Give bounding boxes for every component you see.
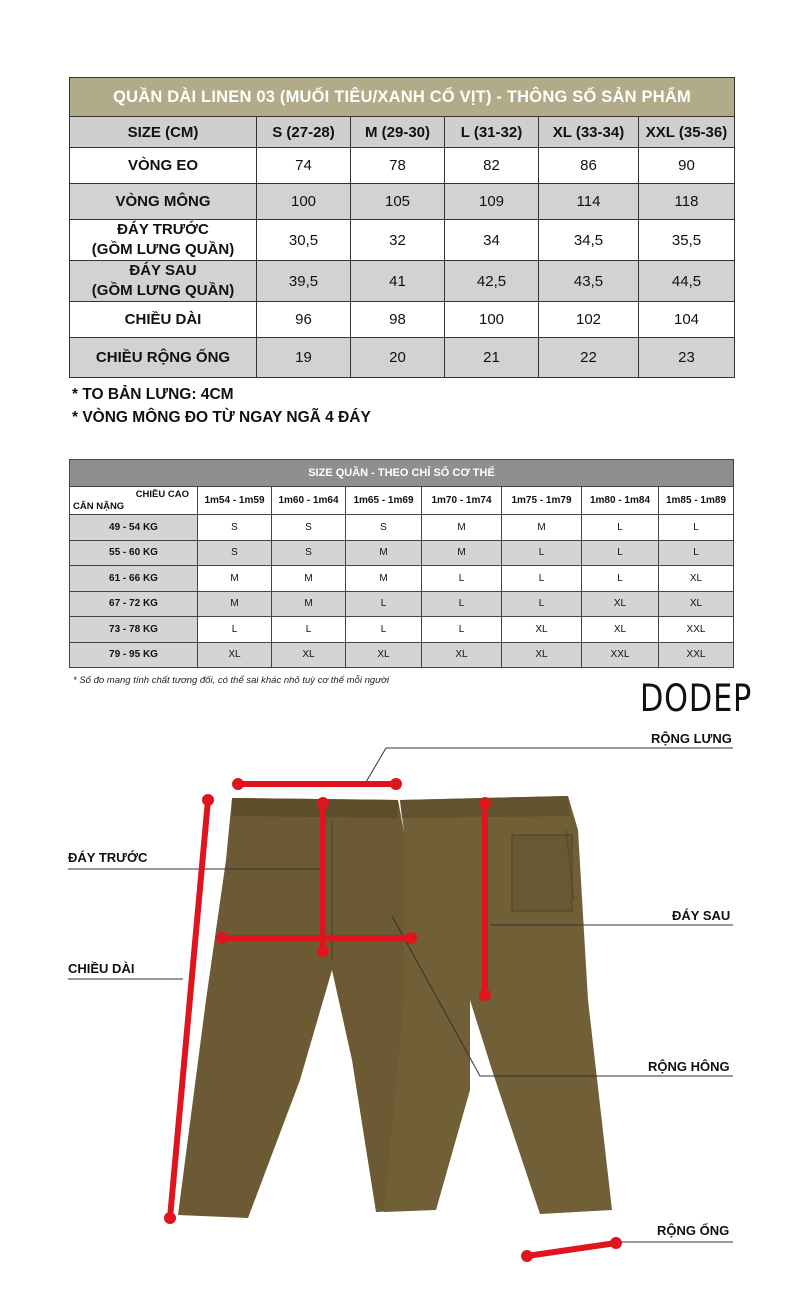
size-cell: XL xyxy=(502,642,582,668)
product-spec-table xyxy=(69,77,735,378)
table-cell: 39,5 xyxy=(257,261,351,302)
size-cell: L xyxy=(582,515,659,541)
label-rong-ong: RỘNG ỐNG xyxy=(657,1223,730,1238)
size-cell: L xyxy=(659,515,734,541)
size-cell: XL xyxy=(582,591,659,617)
table-cell: 35,5 xyxy=(639,220,735,261)
header-cell: XL (33-34) xyxy=(539,117,639,148)
height-axis-label: CHIỀU CAO xyxy=(135,489,189,500)
size-guide-table xyxy=(69,459,734,668)
size-cell: L xyxy=(346,591,422,617)
table-row xyxy=(70,540,734,566)
table-cell: 109 xyxy=(445,184,539,220)
size-cell: M xyxy=(272,566,346,592)
row-label: ĐÁY TRƯỚC (GỒM LƯNG QUẦN) xyxy=(70,220,257,261)
table-cell: 104 xyxy=(639,302,735,338)
table-cell: 34,5 xyxy=(539,220,639,261)
size-cell: L xyxy=(422,591,502,617)
table-row xyxy=(70,591,734,617)
size-guide-header xyxy=(70,487,734,515)
pants-image xyxy=(178,796,612,1218)
table-cell: 21 xyxy=(445,338,539,378)
size-cell: XL xyxy=(582,617,659,643)
size-cell: XXL xyxy=(659,617,734,643)
size-cell: M xyxy=(272,591,346,617)
size-cell: L xyxy=(582,566,659,592)
table-cell: 32 xyxy=(351,220,445,261)
label-day-sau: ĐÁY SAU xyxy=(672,908,731,923)
table-cell: 41 xyxy=(351,261,445,302)
spec-table-header xyxy=(70,117,735,148)
label-rong-hong: RỘNG HÔNG xyxy=(648,1059,730,1074)
table-cell: 22 xyxy=(539,338,639,378)
size-cell: XL xyxy=(502,617,582,643)
size-cell: L xyxy=(346,617,422,643)
height-header: 1m80 - 1m84 xyxy=(582,487,659,515)
table-cell: 42,5 xyxy=(445,261,539,302)
table-cell: 34 xyxy=(445,220,539,261)
size-guide-footnote: * Số đo mang tính chất tương đối, có thể sai khác nhỏ tuỳ cơ thể mỗi người xyxy=(73,675,390,686)
size-cell: M xyxy=(502,515,582,541)
size-cell: XL xyxy=(346,642,422,668)
weight-label: 49 - 54 KG xyxy=(70,515,198,541)
weight-label: 73 - 78 KG xyxy=(70,617,198,643)
height-header: 1m85 - 1m89 xyxy=(659,487,734,515)
size-cell: L xyxy=(422,617,502,643)
table-cell: 78 xyxy=(351,148,445,184)
size-cell: L xyxy=(659,540,734,566)
size-cell: XL xyxy=(272,642,346,668)
table-row xyxy=(70,302,735,338)
table-cell: 102 xyxy=(539,302,639,338)
table-row xyxy=(70,220,735,261)
spec-notes xyxy=(72,383,371,429)
header-cell: S (27-28) xyxy=(257,117,351,148)
size-cell: L xyxy=(502,566,582,592)
size-cell: S xyxy=(198,515,272,541)
row-label: CHIỀU RỘNG ỐNG xyxy=(70,338,257,378)
table-cell: 30,5 xyxy=(257,220,351,261)
size-cell: M xyxy=(346,540,422,566)
row-label: ĐÁY SAU (GỒM LƯNG QUẦN) xyxy=(70,261,257,302)
size-cell: M xyxy=(198,591,272,617)
size-cell: S xyxy=(272,515,346,541)
size-cell: S xyxy=(272,540,346,566)
size-cell: L xyxy=(502,591,582,617)
table-cell: 96 xyxy=(257,302,351,338)
table-row xyxy=(70,617,734,643)
size-cell: M xyxy=(198,566,272,592)
note-waistband: * TO BẢN LƯNG: 4CM xyxy=(72,386,234,403)
table-cell: 90 xyxy=(639,148,735,184)
size-cell: XL xyxy=(659,566,734,592)
table-cell: 43,5 xyxy=(539,261,639,302)
height-header: 1m65 - 1m69 xyxy=(346,487,422,515)
table-cell: 114 xyxy=(539,184,639,220)
height-header: 1m70 - 1m74 xyxy=(422,487,502,515)
size-cell: L xyxy=(422,566,502,592)
table-cell: 100 xyxy=(257,184,351,220)
size-cell: XL xyxy=(422,642,502,668)
table-cell: 82 xyxy=(445,148,539,184)
note-hip: * VÒNG MÔNG ĐO TỪ NGAY NGÃ 4 ĐÁY xyxy=(72,409,371,426)
header-cell: XXL (35-36) xyxy=(639,117,735,148)
table-cell: 105 xyxy=(351,184,445,220)
table-cell: 118 xyxy=(639,184,735,220)
label-rong-lung: RỘNG LƯNG xyxy=(651,731,732,746)
weight-label: 79 - 95 KG xyxy=(70,642,198,668)
size-cell: L xyxy=(502,540,582,566)
label-day-truoc: ĐÁY TRƯỚC xyxy=(68,850,148,865)
table-cell: 44,5 xyxy=(639,261,735,302)
height-header: 1m60 - 1m64 xyxy=(272,487,346,515)
height-header: 1m54 - 1m59 xyxy=(198,487,272,515)
size-cell: XL xyxy=(198,642,272,668)
brand-logo: DODEP xyxy=(640,677,753,720)
table-cell: 20 xyxy=(351,338,445,378)
table-row xyxy=(70,148,735,184)
table-cell: 74 xyxy=(257,148,351,184)
table-row xyxy=(70,642,734,668)
spec-table-title: QUẦN DÀI LINEN 03 (MUỐI TIÊU/XANH CỔ VỊT) - THÔNG SỐ SẢN PHẨM xyxy=(70,78,735,117)
corner-header xyxy=(70,487,198,515)
table-cell: 19 xyxy=(257,338,351,378)
table-cell: 86 xyxy=(539,148,639,184)
height-header: 1m75 - 1m79 xyxy=(502,487,582,515)
row-label: VÒNG MÔNG xyxy=(70,184,257,220)
table-row xyxy=(70,566,734,592)
table-cell: 100 xyxy=(445,302,539,338)
size-cell: M xyxy=(346,566,422,592)
size-cell: L xyxy=(272,617,346,643)
size-cell: L xyxy=(198,617,272,643)
row-label: VÒNG EO xyxy=(70,148,257,184)
header-cell: SIZE (CM) xyxy=(70,117,257,148)
size-cell: XXL xyxy=(659,642,734,668)
row-label: CHIỀU DÀI xyxy=(70,302,257,338)
size-cell: M xyxy=(422,540,502,566)
table-cell: 98 xyxy=(351,302,445,338)
size-cell: XXL xyxy=(582,642,659,668)
size-cell: S xyxy=(346,515,422,541)
table-row xyxy=(70,338,735,378)
weight-label: 61 - 66 KG xyxy=(70,566,198,592)
header-cell: L (31-32) xyxy=(445,117,539,148)
table-cell: 23 xyxy=(639,338,735,378)
weight-label: 67 - 72 KG xyxy=(70,591,198,617)
size-cell: L xyxy=(582,540,659,566)
table-row xyxy=(70,515,734,541)
size-cell: XL xyxy=(659,591,734,617)
size-guide-title: SIZE QUẦN - THEO CHỈ SỐ CƠ THỂ xyxy=(70,460,734,487)
table-row xyxy=(70,261,735,302)
size-cell: M xyxy=(422,515,502,541)
size-cell: S xyxy=(198,540,272,566)
weight-axis-label: CÂN NẶNG xyxy=(73,501,125,512)
label-chieu-dai: CHIỀU DÀI xyxy=(68,961,135,976)
weight-label: 55 - 60 KG xyxy=(70,540,198,566)
table-row xyxy=(70,184,735,220)
header-cell: M (29-30) xyxy=(351,117,445,148)
